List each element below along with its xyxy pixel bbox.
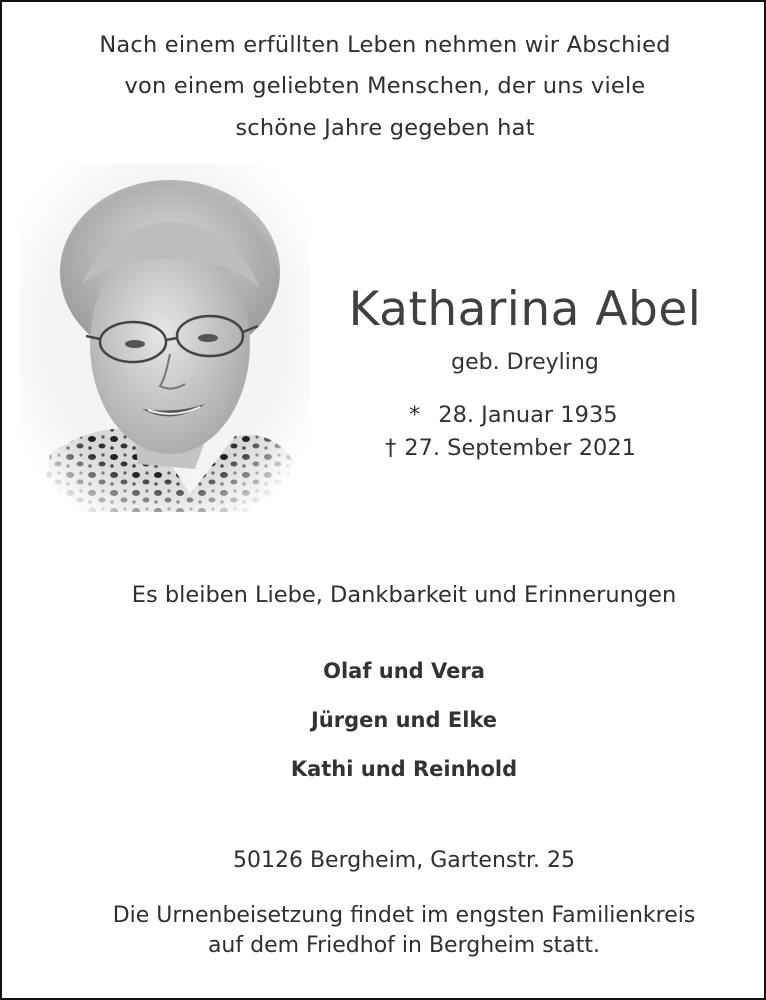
birth-date: 28. Januar 1935 xyxy=(438,402,618,428)
intro-line: von einem geliebten Menschen, der uns viele xyxy=(124,73,646,99)
closing-line: Es bleiben Liebe, Dankbarkeit und Erinnerungen xyxy=(131,582,677,608)
death-date: 27. September 2021 xyxy=(404,435,636,461)
intro-line: Nach einem erfüllten Leben nehmen wir Abschied xyxy=(99,32,671,58)
mourner-name: Jürgen und Elke xyxy=(310,708,498,732)
deceased-name: Katharina Abel xyxy=(348,282,702,337)
mourner-name: Olaf und Vera xyxy=(323,659,485,683)
star-icon: * xyxy=(409,402,421,428)
portrait-photo xyxy=(20,164,310,512)
birth-name: geb. Dreyling xyxy=(451,350,599,375)
birth-date-line xyxy=(409,402,709,428)
family-address: 50126 Bergheim, Gartenstr. 25 xyxy=(232,848,575,873)
mourner-name: Kathi und Reinhold xyxy=(290,757,518,781)
burial-note-line: auf dem Friedhof in Bergheim statt. xyxy=(207,933,601,958)
cross-icon: † xyxy=(385,435,397,461)
intro-line: schöne Jahre gegeben hat xyxy=(235,115,535,141)
death-date-line xyxy=(385,435,685,461)
burial-note-line: Die Urnenbeisetzung findet im engsten Familienkreis xyxy=(112,903,696,928)
